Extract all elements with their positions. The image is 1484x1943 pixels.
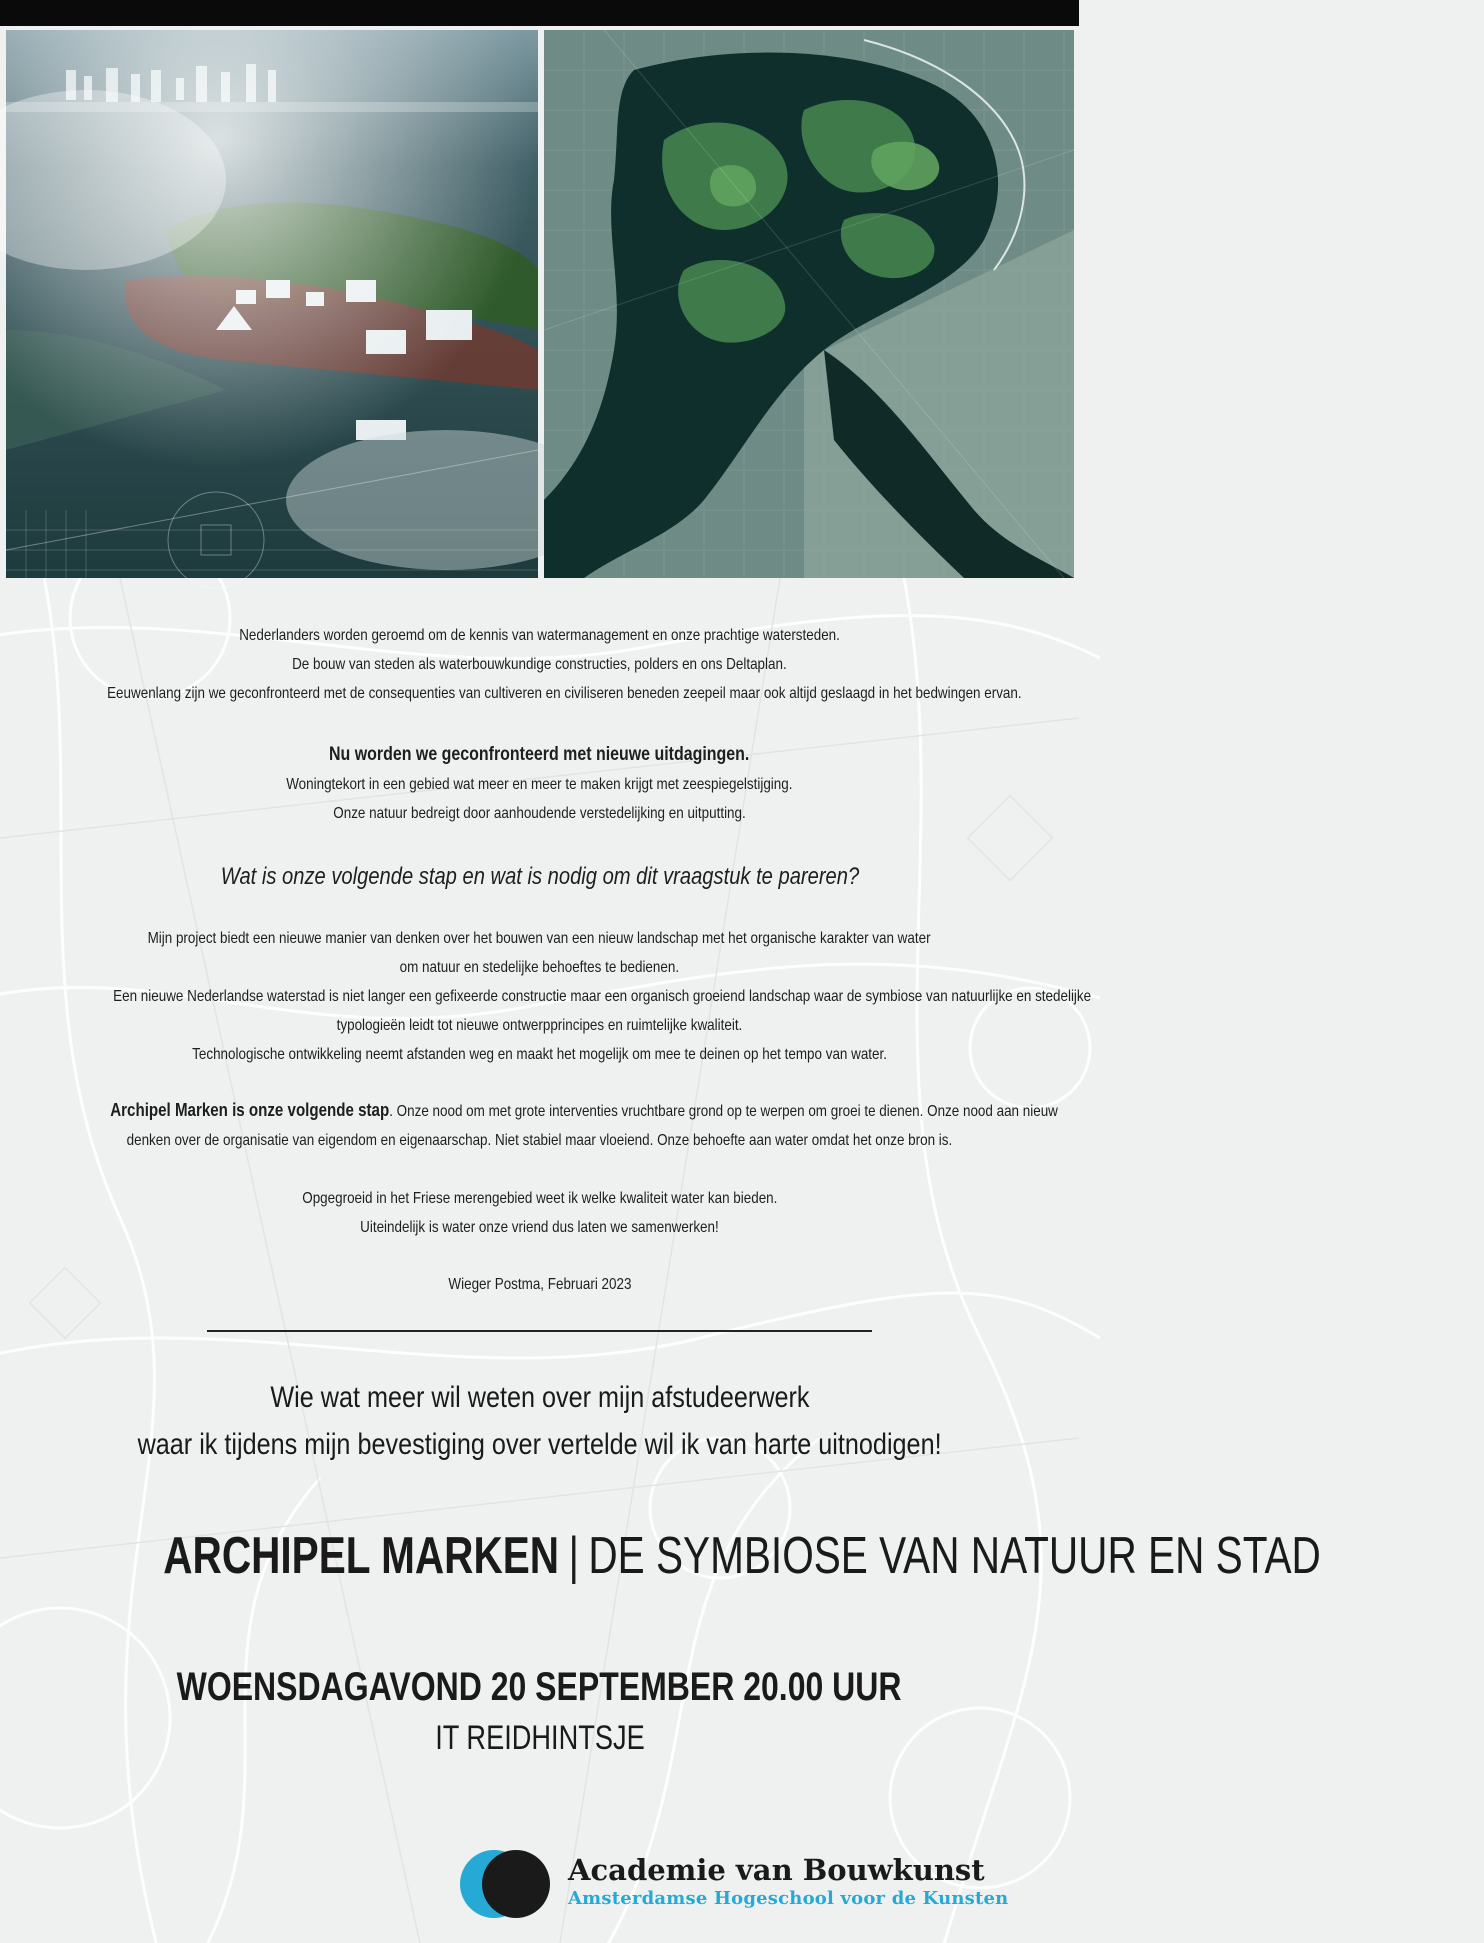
question-text: Wat is onze volgende stap en wat is nodig om dit vraagstuk te pareren?	[220, 863, 859, 890]
event-date	[0, 1662, 1079, 1712]
archipel-rest: . Onze nood om met grote interventies vruchtbare grond op te werpen om groei te dienen. Onze nood aan nieuw	[389, 1103, 1058, 1120]
invitation	[20, 1374, 1059, 1468]
satellite-map-image	[544, 30, 1074, 578]
intro-line: Nederlanders worden geroemd om de kennis van watermanagement en onze prachtige watersteden.	[239, 627, 840, 644]
question-heading	[20, 860, 1059, 894]
project-line: Mijn project biedt een nieuwe manier van denken over het bouwen van een nieuw landschap met het organische karakter van water	[148, 930, 931, 947]
aerial-rendering-image	[6, 30, 538, 578]
event-venue-text: IT REIDHINTSJE	[434, 1719, 645, 1757]
challenge-paragraph	[20, 740, 1059, 828]
project-title	[0, 1524, 1321, 1588]
personal-line: Uiteindelijk is water onze vriend dus laten we samenwerken!	[360, 1219, 719, 1236]
title-main: ARCHIPEL MARKEN	[163, 1527, 560, 1585]
event-venue	[0, 1716, 1079, 1760]
project-paragraph	[20, 924, 1092, 1069]
archipel-lead: Archipel Marken is onze volgende stap	[110, 1100, 390, 1120]
intro-paragraph	[20, 621, 1059, 708]
logo-subtitle: Amsterdamse Hogeschool voor de Kunsten	[568, 1888, 1009, 1909]
intro-line: De bouw van steden als waterbouwkundige constructies, polders en ons Deltaplan.	[292, 656, 787, 673]
challenge-line: Woningtekort in een gebied wat meer en meer te maken krijgt met zeespiegelstijging.	[286, 776, 793, 793]
invite-line: Wie wat meer wil weten over mijn afstudeerwerk	[269, 1381, 810, 1414]
logo-text	[568, 1853, 1068, 1911]
academie-logo-icon	[458, 1848, 558, 1920]
intro-line: Eeuwenlang zijn we geconfronteerd met de consequenties van cultiveren en civiliseren beneden zeepeil maar ook altijd geslaagd in het bedwingen ervan.	[107, 685, 1022, 702]
project-line: om natuur en stedelijke behoeftes te bedienen.	[399, 959, 680, 976]
title-sub: DE SYMBIOSE VAN NATUUR EN STAD	[588, 1527, 1321, 1585]
signature-text: Wieger Postma, Februari 2023	[447, 1276, 632, 1293]
signature	[20, 1270, 1059, 1299]
personal-paragraph	[20, 1184, 1059, 1242]
event-date-text: WOENSDAGAVOND 20 SEPTEMBER 20.00 UUR	[177, 1665, 902, 1709]
logo-name: Academie van Bouwkunst	[568, 1853, 985, 1887]
section-divider	[207, 1330, 872, 1332]
project-line: Technologische ontwikkeling neemt afstanden weg en maakt het mogelijk om mee te deinen op het tempo van water.	[192, 1046, 887, 1063]
invite-line: waar ik tijdens mijn bevestiging over vertelde wil ik van harte uitnodigen!	[137, 1428, 942, 1461]
project-line: typologieën leidt tot nieuwe ontwerpprincipes en ruimtelijke kwaliteit.	[336, 1017, 743, 1034]
archipel-paragraph	[20, 1096, 1059, 1155]
archipel-line: denken over de organisatie van eigendom en eigenaarschap. Niet stabiel maar vloeiend. Onze behoefte aan water omdat het onze bron is.	[126, 1132, 953, 1149]
personal-line: Opgegroeid in het Friese merengebied weet ik welke kwaliteit water kan bieden.	[301, 1190, 778, 1207]
challenge-heading: Nu worden we geconfronteerd met nieuwe uitdagingen.	[329, 744, 750, 765]
project-line: Een nieuwe Nederlandse waterstad is niet langer een gefixeerde constructie maar een organisch groeiend landschap waar de symbiose van natuurlijke en stedelijke	[113, 988, 1092, 1005]
title-separator: |	[568, 1527, 580, 1585]
challenge-line: Onze natuur bedreigt door aanhoudende verstedelijking en uitputting.	[333, 805, 746, 822]
top-black-bar	[0, 0, 1079, 26]
